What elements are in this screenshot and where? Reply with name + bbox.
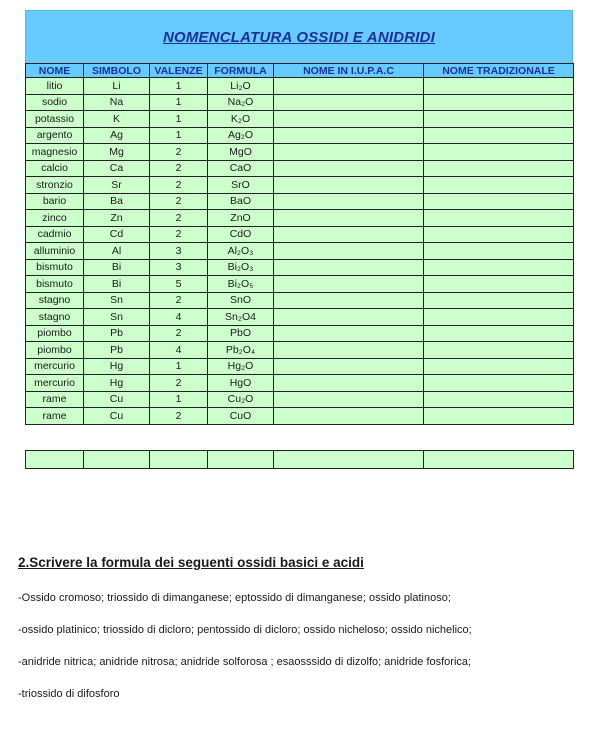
cell-simbolo: Cd [84,226,150,243]
cell-nome: calcio [26,160,84,177]
cell-tradizionale-empty[interactable] [424,193,574,210]
cell-nome: bismuto [26,276,84,293]
cell-tradizionale-empty[interactable] [424,276,574,293]
cell-formula: Bi₂O₃ [208,259,274,276]
cell-simbolo: Sn [84,292,150,309]
cell-valenza: 2 [150,226,208,243]
title-band [25,10,573,63]
cell-formula: BaO [208,193,274,210]
cell-tradizionale-empty[interactable] [424,325,574,342]
cell-nome: argento [26,127,84,144]
cell-simbolo: Al [84,243,150,260]
blank-row-table [25,450,573,469]
header-iupac: NOME IN I.U.P.A.C [274,64,424,78]
table-row [26,276,574,293]
cell-simbolo: Cu [84,391,150,408]
header-formula: FORMULA [208,64,274,78]
cell-formula: Pb₂O₄ [208,342,274,359]
nomenclature-table [25,63,574,425]
cell-simbolo: Pb [84,325,150,342]
cell-nome: piombo [26,325,84,342]
table-row [26,94,574,111]
blank-cell[interactable] [208,451,274,469]
cell-valenza: 1 [150,111,208,128]
cell-valenza: 3 [150,243,208,260]
cell-iupac-empty[interactable] [274,276,424,293]
cell-valenza: 1 [150,127,208,144]
cell-nome: piombo [26,342,84,359]
cell-simbolo: Pb [84,342,150,359]
table-row [26,243,574,260]
cell-nome: rame [26,391,84,408]
cell-iupac-empty[interactable] [274,226,424,243]
cell-formula: PbO [208,325,274,342]
cell-valenza: 2 [150,408,208,425]
table-row [26,78,574,95]
cell-valenza: 3 [150,259,208,276]
cell-valenza: 4 [150,309,208,326]
cell-nome: bismuto [26,259,84,276]
cell-simbolo: Ba [84,193,150,210]
cell-formula: SrO [208,177,274,194]
cell-tradizionale-empty[interactable] [424,243,574,260]
cell-iupac-empty[interactable] [274,177,424,194]
cell-nome: stagno [26,292,84,309]
cell-tradizionale-empty[interactable] [424,391,574,408]
table-row [26,309,574,326]
table-row [26,358,574,375]
cell-simbolo: Ca [84,160,150,177]
table-row [26,160,574,177]
cell-simbolo: Hg [84,358,150,375]
cell-tradizionale-empty[interactable] [424,226,574,243]
cell-iupac-empty[interactable] [274,259,424,276]
cell-formula: CdO [208,226,274,243]
table-row [26,259,574,276]
cell-nome: mercurio [26,375,84,392]
blank-cell[interactable] [274,451,424,469]
cell-iupac-empty[interactable] [274,375,424,392]
cell-formula: MgO [208,144,274,161]
blank-cell[interactable] [150,451,208,469]
cell-formula: ZnO [208,210,274,227]
cell-formula: Cu₂O [208,391,274,408]
cell-tradizionale-empty[interactable] [424,160,574,177]
cell-iupac-empty[interactable] [274,193,424,210]
cell-formula: Ag₂O [208,127,274,144]
cell-tradizionale-empty[interactable] [424,177,574,194]
table-row [26,342,574,359]
cell-formula: Sn₂O4 [208,309,274,326]
table-row [26,292,574,309]
cell-nome: stronzio [26,177,84,194]
table-row [26,210,574,227]
cell-valenza: 1 [150,94,208,111]
exercise-line: -anidride nitrica; anidride nitrosa; anidride solforosa ; esaosssido di dizolfo; anidride fosforica; [18,656,472,668]
cell-valenza: 2 [150,177,208,194]
cell-formula: Al₂O₃ [208,243,274,260]
cell-nome: stagno [26,309,84,326]
cell-nome: bario [26,193,84,210]
cell-iupac-empty[interactable] [274,94,424,111]
cell-valenza: 1 [150,391,208,408]
cell-simbolo: Zn [84,210,150,227]
table-row [26,111,574,128]
cell-nome: rame [26,408,84,425]
cell-iupac-empty[interactable] [274,111,424,128]
blank-cell[interactable] [84,451,150,469]
blank-cell[interactable] [26,451,84,469]
cell-iupac-empty[interactable] [274,408,424,425]
exercise-section [18,555,588,720]
cell-tradizionale-empty[interactable] [424,375,574,392]
cell-iupac-empty[interactable] [274,342,424,359]
cell-simbolo: Bi [84,276,150,293]
cell-valenza: 2 [150,210,208,227]
cell-simbolo: Mg [84,144,150,161]
cell-nome: potassio [26,111,84,128]
cell-simbolo: K [84,111,150,128]
cell-formula: K₂O [208,111,274,128]
cell-tradizionale-empty[interactable] [424,111,574,128]
cell-formula: Li₂O [208,78,274,95]
cell-simbolo: Li [84,78,150,95]
exercise-line: -Ossido cromoso; triossido di dimanganese; eptossido di dimanganese; ossido platinoso; [18,592,451,604]
exercise-line: -triossido di difosforo [18,688,120,700]
cell-iupac-empty[interactable] [274,309,424,326]
table-row [26,177,574,194]
header-valenze: VALENZE [150,64,208,78]
cell-tradizionale-empty[interactable] [424,259,574,276]
exercise-title: 2.Scrivere la formula dei seguenti ossidi basici e acidi [18,555,364,570]
cell-valenza: 2 [150,292,208,309]
header-nome: NOME [26,64,84,78]
cell-nome: mercurio [26,358,84,375]
cell-iupac-empty[interactable] [274,325,424,342]
table-row [26,375,574,392]
cell-formula: CaO [208,160,274,177]
cell-iupac-empty[interactable] [274,160,424,177]
header-row [26,64,574,78]
cell-nome: zinco [26,210,84,227]
cell-iupac-empty[interactable] [274,210,424,227]
nomenclature-sheet [25,10,573,425]
cell-valenza: 2 [150,160,208,177]
cell-iupac-empty[interactable] [274,391,424,408]
cell-simbolo: Hg [84,375,150,392]
blank-cell[interactable] [424,451,574,469]
cell-tradizionale-empty[interactable] [424,342,574,359]
cell-iupac-empty[interactable] [274,292,424,309]
cell-valenza: 2 [150,375,208,392]
table-row [26,408,574,425]
cell-tradizionale-empty[interactable] [424,309,574,326]
cell-nome: sodio [26,94,84,111]
table-row [26,144,574,161]
cell-nome: cadmio [26,226,84,243]
cell-valenza: 5 [150,276,208,293]
cell-simbolo: Sr [84,177,150,194]
cell-formula: Bi₂O₅ [208,276,274,293]
table-row [26,226,574,243]
cell-simbolo: Bi [84,259,150,276]
cell-nome: litio [26,78,84,95]
table-row [26,127,574,144]
cell-tradizionale-empty[interactable] [424,78,574,95]
cell-valenza: 2 [150,325,208,342]
header-simbolo: SIMBOLO [84,64,150,78]
table-row [26,325,574,342]
cell-formula: CuO [208,408,274,425]
cell-formula: Na₂O [208,94,274,111]
cell-formula: Hg₂O [208,358,274,375]
table-row [26,193,574,210]
cell-valenza: 2 [150,144,208,161]
cell-valenza: 2 [150,193,208,210]
table-row [26,391,574,408]
cell-simbolo: Na [84,94,150,111]
cell-valenza: 4 [150,342,208,359]
header-tradizionale: NOME TRADIZIONALE [424,64,574,78]
cell-formula: HgO [208,375,274,392]
cell-simbolo: Cu [84,408,150,425]
cell-iupac-empty[interactable] [274,78,424,95]
cell-tradizionale-empty[interactable] [424,210,574,227]
cell-simbolo: Sn [84,309,150,326]
cell-iupac-empty[interactable] [274,358,424,375]
cell-iupac-empty[interactable] [274,127,424,144]
cell-tradizionale-empty[interactable] [424,144,574,161]
blank-row [26,451,574,469]
exercise-line: -ossido platinico; triossido di dicloro; pentossido di dicloro; ossido nicheloso; ossido nichelico; [18,624,472,636]
cell-tradizionale-empty[interactable] [424,292,574,309]
cell-formula: SnO [208,292,274,309]
cell-nome: magnesio [26,144,84,161]
sheet-title: NOMENCLATURA OSSIDI E ANIDRIDI [162,28,436,46]
cell-tradizionale-empty[interactable] [424,94,574,111]
cell-simbolo: Ag [84,127,150,144]
cell-iupac-empty[interactable] [274,144,424,161]
cell-iupac-empty[interactable] [274,243,424,260]
cell-tradizionale-empty[interactable] [424,408,574,425]
cell-tradizionale-empty[interactable] [424,127,574,144]
cell-valenza: 1 [150,78,208,95]
cell-valenza: 1 [150,358,208,375]
cell-nome: alluminio [26,243,84,260]
cell-tradizionale-empty[interactable] [424,358,574,375]
